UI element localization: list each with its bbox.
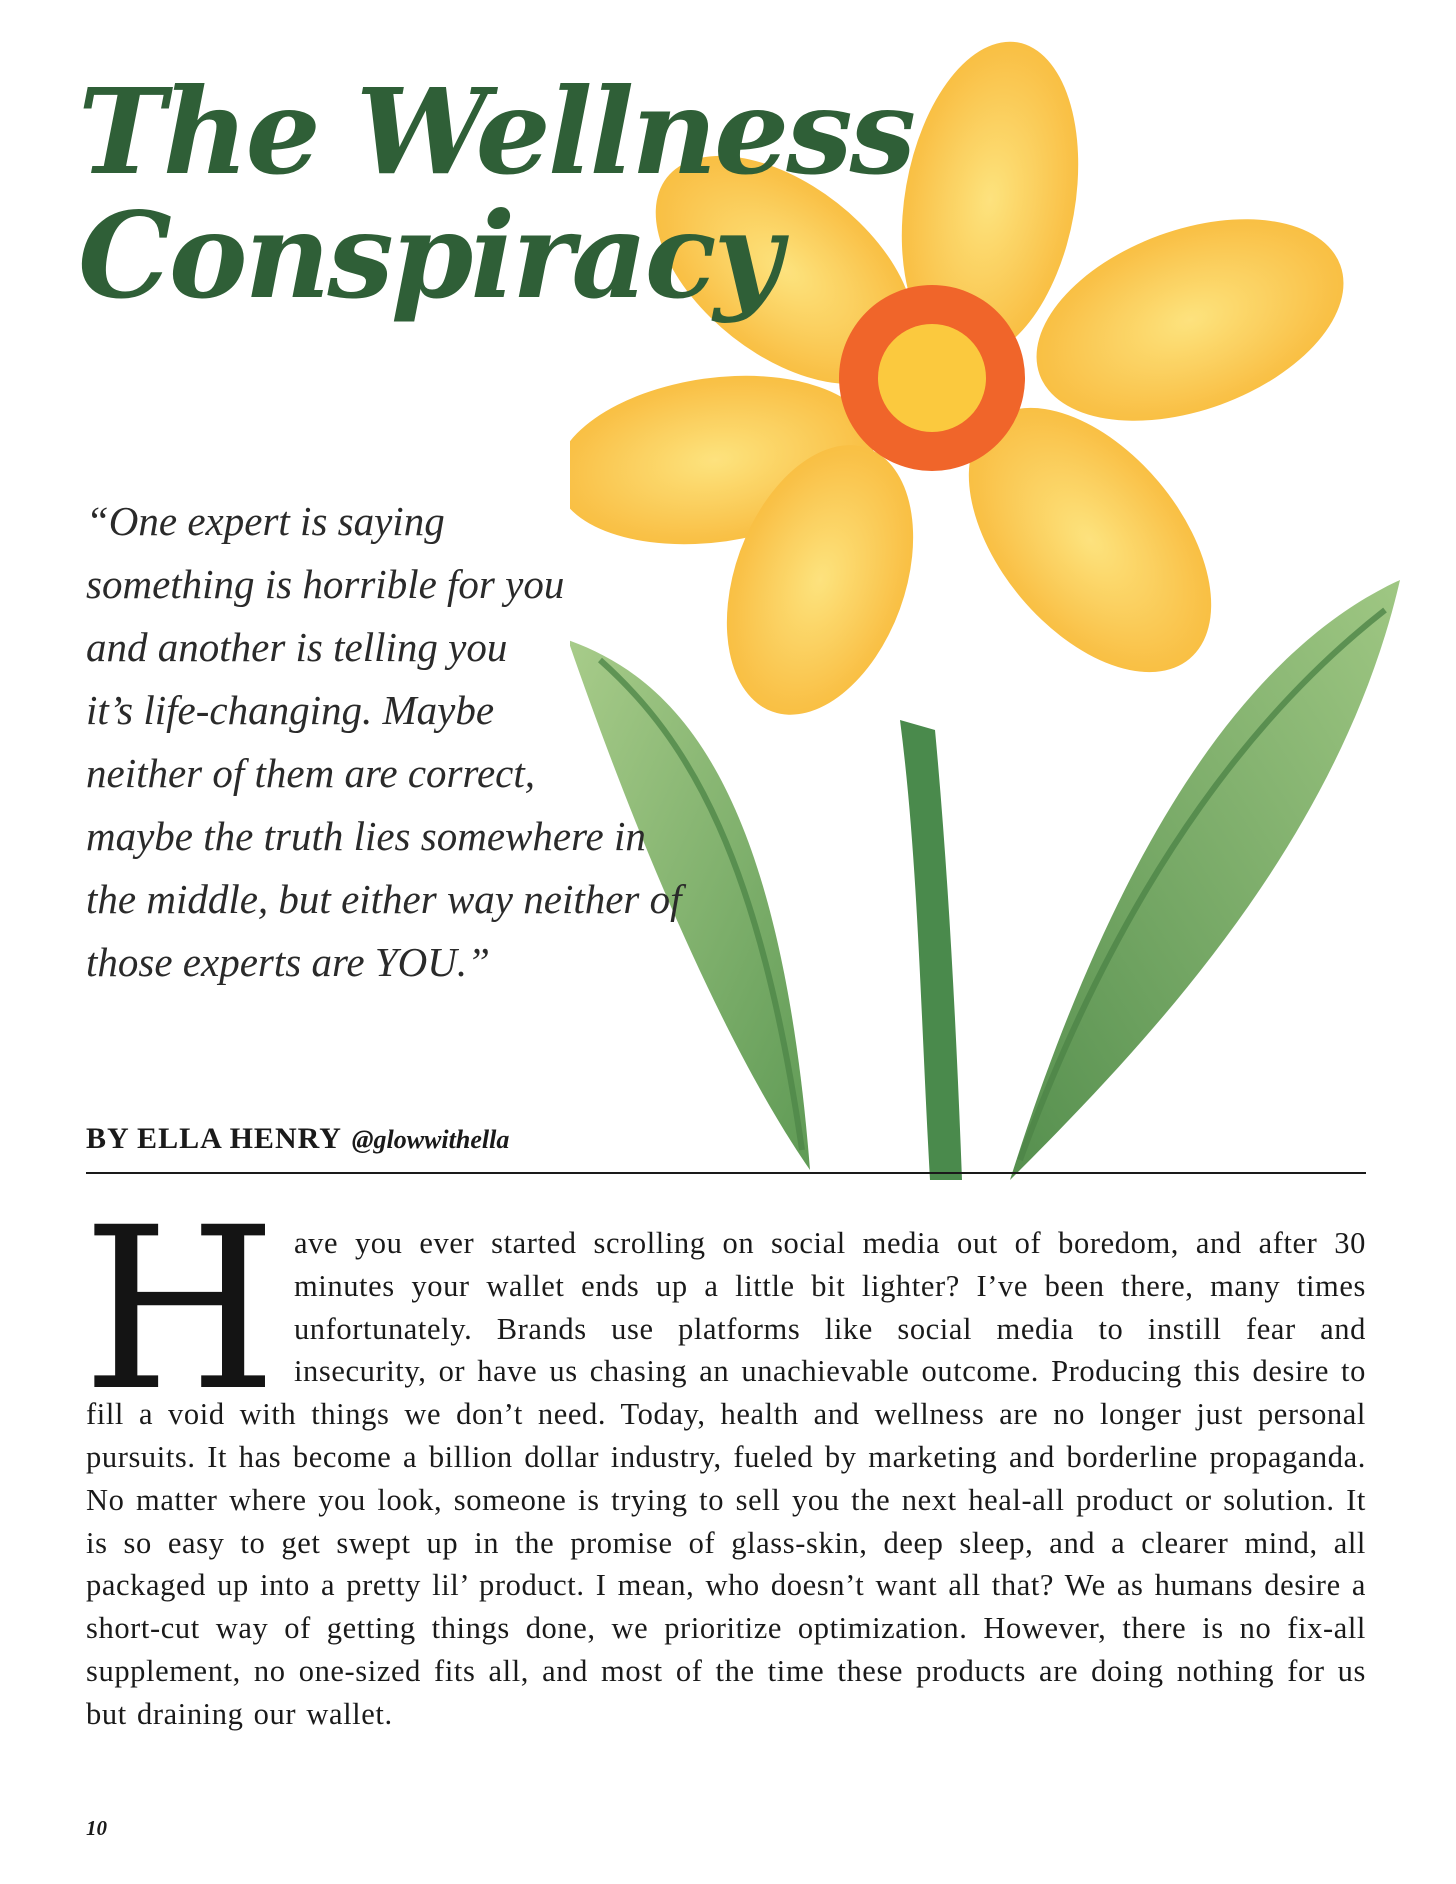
title-line-2: Conspiracy bbox=[78, 186, 780, 325]
quote-line: maybe the truth lies somewhere in bbox=[86, 813, 646, 859]
quote-line: the middle, but either way neither of bbox=[86, 876, 682, 922]
article-body bbox=[82, 1179, 1366, 1736]
flower-center bbox=[878, 324, 986, 432]
quote-line: it’s life-changing. Maybe bbox=[86, 687, 495, 733]
quote-line: something is horrible for you bbox=[86, 561, 565, 607]
section-divider bbox=[86, 1172, 1366, 1174]
quote-line: and another is telling you bbox=[86, 624, 508, 670]
author-name: BY ELLA HENRY bbox=[86, 1122, 342, 1155]
pull-quote bbox=[86, 490, 726, 994]
quote-line: “One expert is saying bbox=[86, 498, 445, 544]
byline bbox=[86, 1122, 509, 1156]
right-leaf bbox=[1010, 580, 1400, 1180]
quote-line: those experts are YOU.” bbox=[86, 939, 490, 985]
article-title bbox=[78, 62, 914, 325]
title-line-1: The Wellness bbox=[78, 62, 914, 201]
drop-cap: H bbox=[82, 1179, 278, 1440]
article-paragraph: ave you ever started scrolling on social media out of boredom, and after 30 minutes your wallet ends up a little bit lighter? I’ve been there, many times unfortunately. Brands use platforms like social media to instill fear and insecurity, or have us chasing an unachievable outcome. Producing this desire to fill a void with things we don’t need. Today, health and wellness are no longer just personal pursuits. It has become a billion dollar industry, fueled by marketing and borderline propaganda. No matter where you look, someone is trying to sell you the next heal-all product or solution. It is so easy to get swept up in the promise of glass-skin, deep sleep, and a clearer mind, all packaged up into a pretty lil’ product. I mean, who doesn’t want all that? We as humans desire a short-cut way of getting things done, we prioritize optimization. However, there is no fix-all supplement, no one-sized fits all, and most of the time these products are doing nothing for us but draining our wallet. bbox=[86, 1226, 1366, 1731]
quote-line: neither of them are correct, bbox=[86, 750, 535, 796]
stem bbox=[900, 720, 962, 1180]
page-number: 10 bbox=[86, 1816, 107, 1840]
author-handle: @glowwithella bbox=[351, 1125, 510, 1154]
